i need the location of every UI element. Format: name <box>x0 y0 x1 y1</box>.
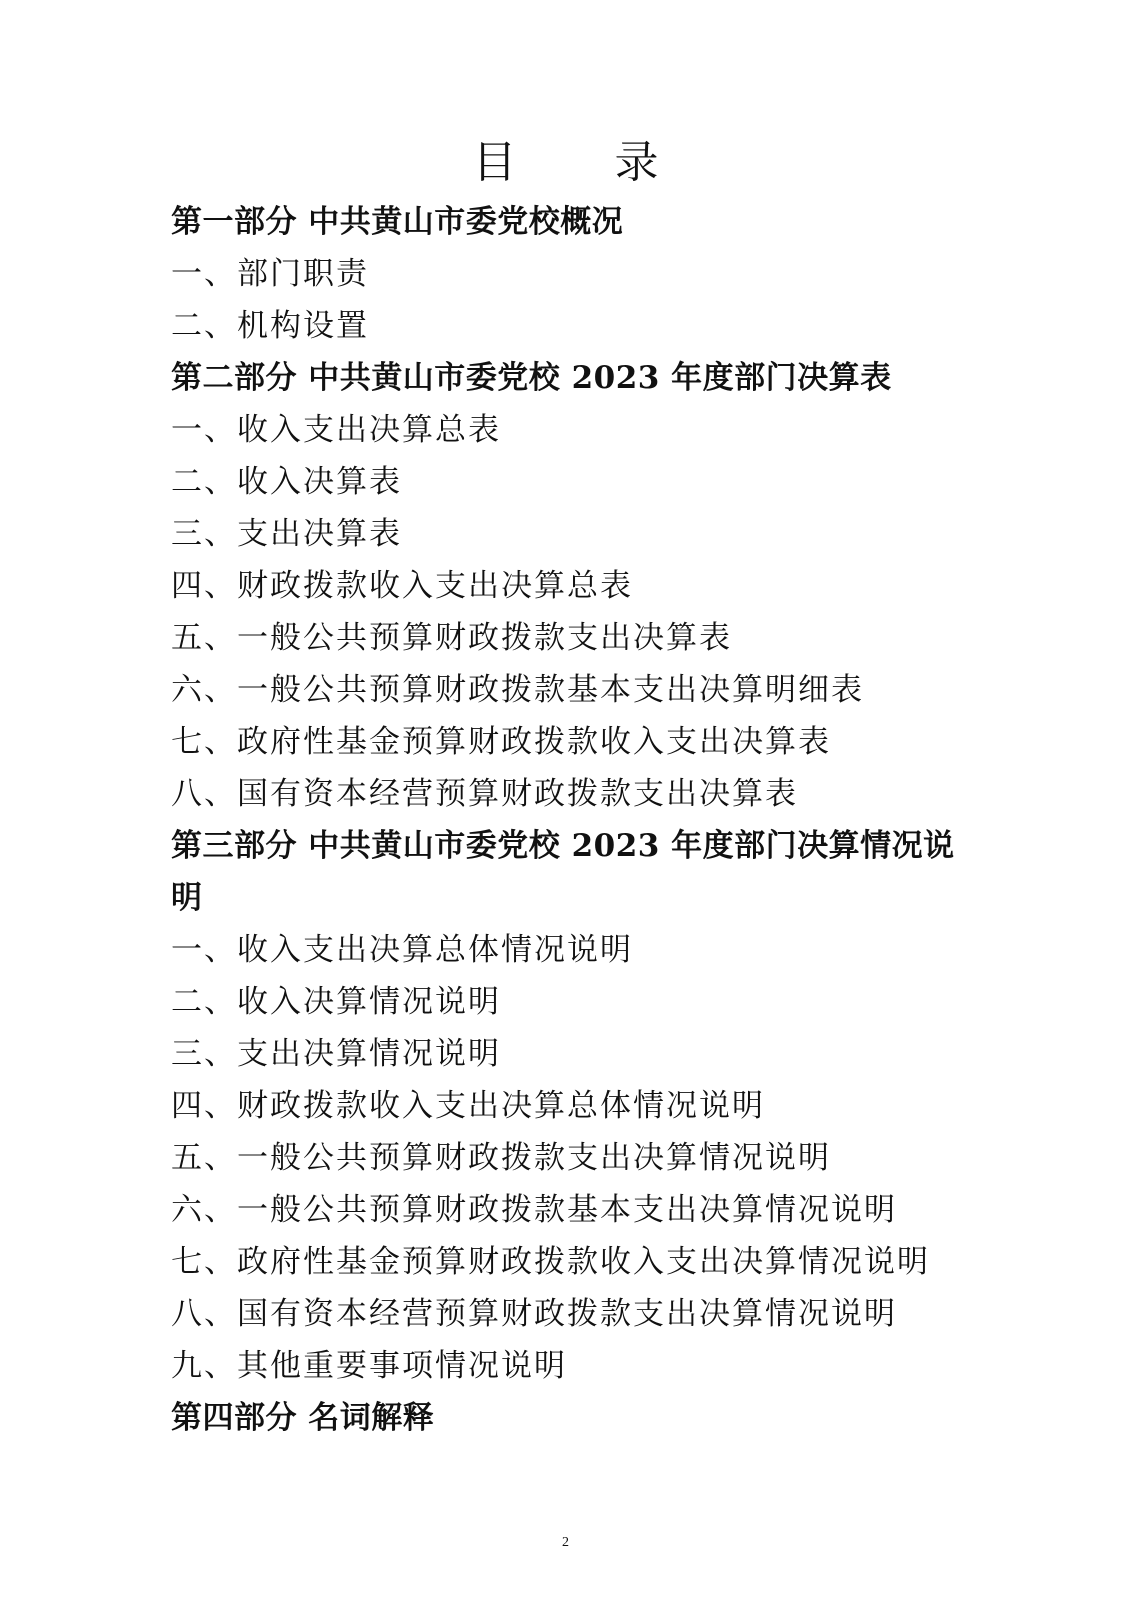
toc-part-2[interactable]: 第二部分 中共黄山市委党校 2023 年度部门决算表 <box>171 360 892 396</box>
toc-list <box>171 196 971 1444</box>
toc-item[interactable]: 一、部门职责 <box>171 256 369 292</box>
toc-item[interactable]: 七、政府性基金预算财政拨款收入支出决算情况说明 <box>171 1244 930 1280</box>
toc-item[interactable]: 二、收入决算表 <box>171 464 402 500</box>
toc-part-4[interactable]: 第四部分 名词解释 <box>171 1400 435 1436</box>
toc-item[interactable]: 一、收入支出决算总表 <box>171 412 501 448</box>
toc-item[interactable]: 四、财政拨款收入支出决算总表 <box>171 568 633 604</box>
toc-item[interactable]: 九、其他重要事项情况说明 <box>171 1348 567 1384</box>
toc-item[interactable]: 八、国有资本经营预算财政拨款支出决算情况说明 <box>171 1296 897 1332</box>
toc-item[interactable]: 二、收入决算情况说明 <box>171 984 501 1020</box>
toc-item[interactable]: 六、一般公共预算财政拨款基本支出决算明细表 <box>171 672 864 708</box>
toc-part-3[interactable]: 第三部分 中共黄山市委党校 2023 年度部门决算情况说明 <box>171 828 955 916</box>
toc-item[interactable]: 二、机构设置 <box>171 308 369 344</box>
toc-item[interactable]: 五、一般公共预算财政拨款支出决算表 <box>171 620 732 656</box>
toc-item[interactable]: 七、政府性基金预算财政拨款收入支出决算表 <box>171 724 831 760</box>
page-number: 2 <box>562 1535 569 1550</box>
toc-item[interactable]: 五、一般公共预算财政拨款支出决算情况说明 <box>171 1140 831 1176</box>
toc-item[interactable]: 四、财政拨款收入支出决算总体情况说明 <box>171 1088 765 1124</box>
toc-title: 目 录 <box>472 137 701 188</box>
toc-item[interactable]: 六、一般公共预算财政拨款基本支出决算情况说明 <box>171 1192 897 1228</box>
toc-item[interactable]: 八、国有资本经营预算财政拨款支出决算表 <box>171 776 798 812</box>
toc-item[interactable]: 三、支出决算情况说明 <box>171 1036 501 1072</box>
toc-item[interactable]: 一、收入支出决算总体情况说明 <box>171 932 633 968</box>
toc-part-1[interactable]: 第一部分 中共黄山市委党校概况 <box>171 204 624 240</box>
toc-item[interactable]: 三、支出决算表 <box>171 516 402 552</box>
